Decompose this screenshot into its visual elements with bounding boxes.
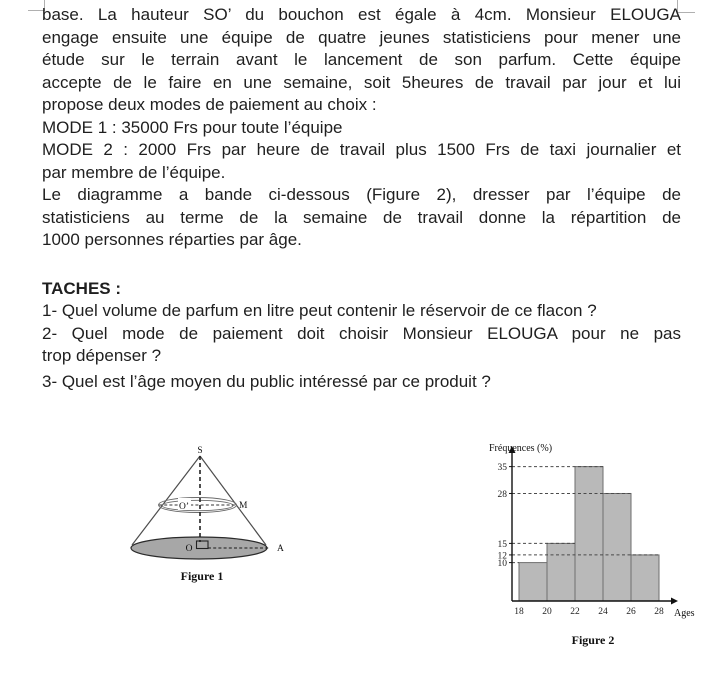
cone-base-right-label: A xyxy=(277,544,284,554)
figure2-bar-chart xyxy=(485,435,720,650)
chart-plot-area xyxy=(498,446,679,617)
paragraph1-line: étude sur le terrain avant le lancement de son parfum. Cette équipe xyxy=(42,50,681,69)
cone-apex-label: S xyxy=(197,446,203,456)
question-3: 3- Quel est l’âge moyen du public intéressé par ce produit ? xyxy=(42,371,491,391)
svg-text:35: 35 xyxy=(497,463,507,474)
svg-text:28: 28 xyxy=(497,489,507,500)
cone-upper-center-label: O’ xyxy=(178,502,190,512)
mode2-line: MODE 2 : 2000 Frs par heure de travail plus 1500 Frs de taxi journalier et xyxy=(42,140,681,159)
mode2-line: par membre de l’équipe. xyxy=(42,162,226,182)
body-text xyxy=(42,4,681,393)
svg-text:18: 18 xyxy=(514,607,524,617)
svg-text:28: 28 xyxy=(654,607,664,617)
svg-text:10: 10 xyxy=(497,559,507,570)
paragraph1-line: propose deux modes de paiement au choix : xyxy=(42,95,377,114)
figure1-cone-diagram xyxy=(130,440,300,590)
cone-upper-right-label: M xyxy=(239,501,248,511)
svg-text:12: 12 xyxy=(497,551,507,562)
paragraph1-line: engage ensuite une équipe de quatre jeunes statisticiens pour mener une xyxy=(42,27,681,47)
paragraph2-line: statisticiens au terme de la semaine de travail donne la répartition de xyxy=(42,207,681,227)
svg-text:15: 15 xyxy=(497,539,507,550)
figure2-caption: Figure 2 xyxy=(571,633,615,647)
paragraph-gap xyxy=(42,252,681,278)
svg-text:20: 20 xyxy=(542,607,552,617)
svg-text:22: 22 xyxy=(570,607,580,617)
figure1-caption: Figure 1 xyxy=(180,569,224,583)
svg-text:26: 26 xyxy=(626,607,636,617)
paragraph1-line: accepte de le faire en une semaine, soit 5heures de travail par jour et lui xyxy=(42,72,681,92)
paragraph1-line: base. La hauteur SO’ du bouchon est égale à 4cm. Monsieur ELOUGA xyxy=(42,5,681,24)
svg-text:24: 24 xyxy=(598,607,608,617)
taches-heading: TACHES : xyxy=(42,278,122,298)
question-2-line: trop dépenser ? xyxy=(42,346,162,365)
x-axis-label: Ages xyxy=(674,608,695,619)
paragraph2-line: Le diagramme a bande ci-dessous (Figure 2), dresser par l’équipe de xyxy=(42,185,681,204)
y-axis-label: Fréquences (%) xyxy=(489,443,553,454)
cone-base-center-label: O xyxy=(185,544,193,554)
question-1: 1- Quel volume de parfum en litre peut contenir le réservoir de ce flacon ? xyxy=(42,301,597,320)
paragraph2-line: 1000 personnes réparties par âge. xyxy=(42,230,302,249)
mode1-line: MODE 1 : 35000 Frs pour toute l’équipe xyxy=(42,117,343,137)
question-2-line: 2- Quel mode de paiement doit choisir Monsieur ELOUGA pour ne pas xyxy=(42,323,681,343)
